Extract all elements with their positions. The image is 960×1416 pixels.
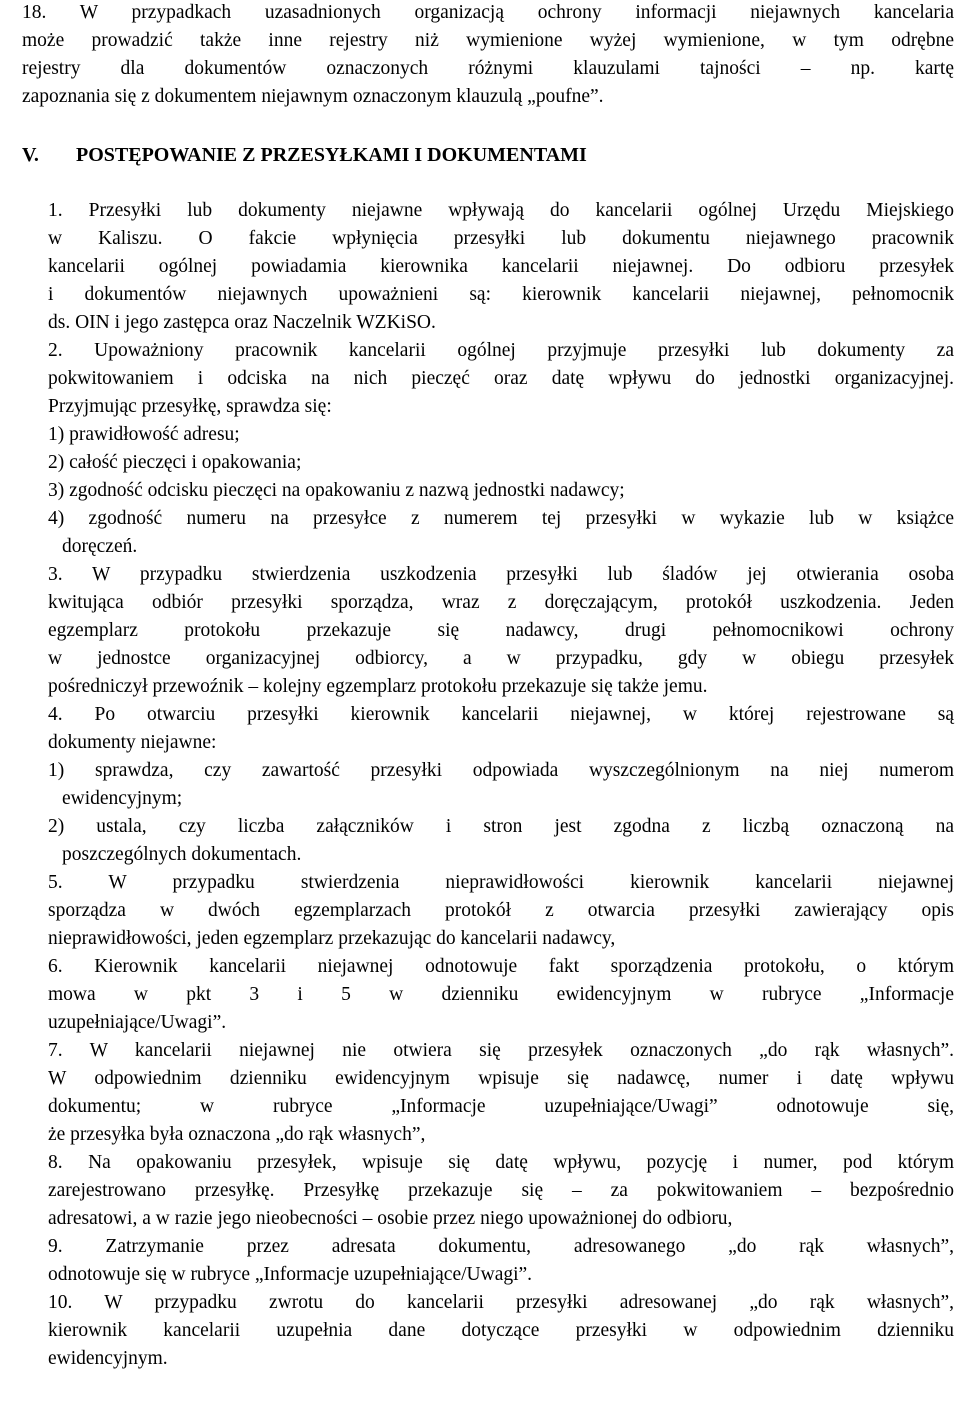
body-line: 2) ustala, czy liczba załączników i stron jest zgodna z liczbą oznaczoną na <box>48 816 954 837</box>
paragraph-18-line-2: może prowadzić także inne rejestry niż wymienione wyżej wymienione, w tym odrębne <box>22 30 954 51</box>
body-line: kancelarii ogólnej powiadamia kierownika kancelarii niejawnej. Do odbioru przesyłek <box>48 256 954 277</box>
body-line: ewidencyjnym. <box>48 1348 168 1369</box>
section-title: POSTĘPOWANIE Z PRZESYŁKAMI I DOKUMENTAMI <box>76 144 587 166</box>
body-line: 4. Po otwarciu przesyłki kierownik kancelarii niejawnej, w której rejestrowane są <box>48 704 954 725</box>
body-line: pośredniczył przewoźnik – kolejny egzemplarz protokołu przekazuje się także jemu. <box>48 676 708 697</box>
body-line: 3. W przypadku stwierdzenia uszkodzenia przesyłki lub śladów jej otwierania osoba <box>48 564 954 585</box>
section-number: V. <box>22 144 39 166</box>
body-line: 1. Przesyłki lub dokumenty niejawne wpływają do kancelarii ogólnej Urzędu Miejskiego <box>48 200 954 221</box>
body-line: 4) zgodność numeru na przesyłce z numerem tej przesyłki w wykazie lub w książce <box>48 508 954 529</box>
body-line: ds. OIN i jego zastępca oraz Naczelnik WZKiSO. <box>48 312 436 333</box>
body-line: 6. Kierownik kancelarii niejawnej odnotowuje fakt sporządzenia protokołu, o którym <box>48 956 954 977</box>
body-line: 2. Upoważniony pracownik kancelarii ogólnej przyjmuje przesyłki lub dokumenty za <box>48 340 954 361</box>
body-line: 5. W przypadku stwierdzenia nieprawidłowości kierownik kancelarii niejawnej <box>48 872 954 893</box>
body-line: nieprawidłowości, jeden egzemplarz przekazując do kancelarii nadawcy, <box>48 928 616 949</box>
body-line: 1) prawidłowość adresu; <box>48 424 240 445</box>
body-line: 10. W przypadku zwrotu do kancelarii przesyłki adresowanej „do rąk własnych”, <box>48 1292 954 1313</box>
body-line: W odpowiednim dzienniku ewidencyjnym wpisuje się nadawcę, numer i datę wpływu <box>48 1068 954 1089</box>
body-line: 9. Zatrzymanie przez adresata dokumentu, adresowanego „do rąk własnych”, <box>48 1236 954 1257</box>
body-line: 3) zgodność odcisku pieczęci na opakowaniu z nazwą jednostki nadawcy; <box>48 480 625 501</box>
body-line: 8. Na opakowaniu przesyłek, wpisuje się datę wpływu, pozycję i numer, pod którym <box>48 1152 954 1173</box>
body-line: 2) całość pieczęci i opakowania; <box>48 452 302 473</box>
paragraph-18-line-4: zapoznania się z dokumentem niejawnym oznaczonym klauzulą „poufne”. <box>22 86 604 107</box>
body-line: doręczeń. <box>62 536 138 557</box>
body-line: pokwitowaniem i odciska na nich pieczęć oraz datę wpływu do jednostki organizacyjnej. <box>48 368 954 389</box>
body-line: odnotowuje się w rubryce „Informacje uzupełniające/Uwagi”. <box>48 1264 533 1285</box>
paragraph-18-line-1: 18. W przypadkach uzasadnionych organizacją ochrony informacji niejawnych kancelaria <box>22 2 954 23</box>
body-line: i dokumentów niejawnych upoważnieni są: kierownik kancelarii niejawnej, pełnomocnik <box>48 284 954 305</box>
body-line: poszczególnych dokumentach. <box>62 844 302 865</box>
body-line: w Kaliszu. O fakcie wpłynięcia przesyłki lub dokumentu niejawnego pracownik <box>48 228 954 249</box>
body-line: uzupełniające/Uwagi”. <box>48 1012 227 1033</box>
body-line: w jednostce organizacyjnej odbiorcy, a w przypadku, gdy w obiegu przesyłek <box>48 648 954 669</box>
body-line: 1) sprawdza, czy zawartość przesyłki odpowiada wyszczególnionym na niej numerom <box>48 760 954 781</box>
body-line: sporządza w dwóch egzemplarzach protokół z otwarcia przesyłki zawierający opis <box>48 900 954 921</box>
body-line: kwitująca odbiór przesyłki sporządza, wraz z doręczającym, protokół uszkodzenia. Jeden <box>48 592 954 613</box>
body-line: mowa w pkt 3 i 5 w dzienniku ewidencyjnym w rubryce „Informacje <box>48 984 954 1005</box>
body-line: kierownik kancelarii uzupełnia dane dotyczące przesyłki w odpowiednim dzienniku <box>48 1320 954 1341</box>
body-line: egzemplarz protokołu przekazuje się nadawcy, drugi pełnomocnikowi ochrony <box>48 620 954 641</box>
body-line: dokumentu; w rubryce „Informacje uzupełniające/Uwagi” odnotowuje się, <box>48 1096 954 1117</box>
paragraph-18-line-3: rejestry dla dokumentów oznaczonych różnymi klauzulami tajności – np. kartę <box>22 58 954 79</box>
body-line: Przyjmując przesyłkę, sprawdza się: <box>48 396 332 417</box>
body-line: dokumenty niejawne: <box>48 732 217 753</box>
body-line: adresatowi, a w razie jego nieobecności – osobie przez niego upoważnionej do odbioru, <box>48 1208 733 1229</box>
body-line: ewidencyjnym; <box>62 788 183 809</box>
body-line: zarejestrowano przesyłkę. Przesyłkę przekazuje się – za pokwitowaniem – bezpośrednio <box>48 1180 954 1201</box>
body-line: 7. W kancelarii niejawnej nie otwiera się przesyłek oznaczonych „do rąk własnych”. <box>48 1040 954 1061</box>
body-line: że przesyłka była oznaczona „do rąk własnych”, <box>48 1124 426 1145</box>
